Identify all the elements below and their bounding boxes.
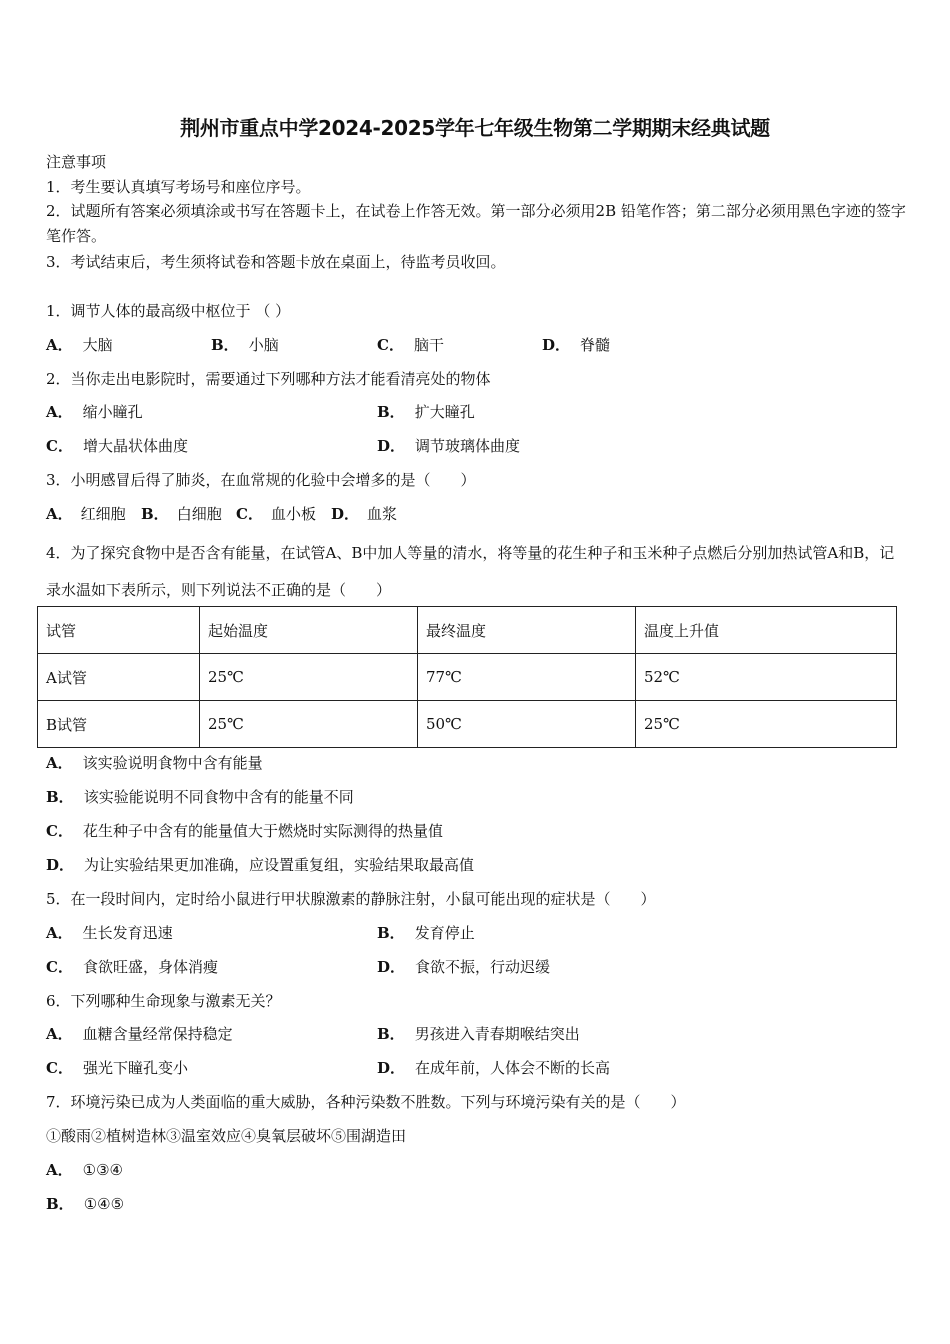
question-stem: 3．小明感冒后得了肺炎，在血常规的化验中会增多的是（ ） bbox=[46, 471, 476, 489]
option: B． 扩大瞳孔 bbox=[377, 403, 475, 421]
option: C． 强光下瞳孔变小 bbox=[46, 1059, 188, 1077]
table-header-row bbox=[38, 607, 897, 654]
table-header-cell: 试管 bbox=[38, 607, 200, 654]
option: A． 该实验说明食物中含有能量 bbox=[46, 754, 263, 772]
option: D． 脊髓 bbox=[542, 336, 611, 354]
notice-heading: 注意事项 bbox=[46, 153, 107, 171]
table-cell: 25℃ bbox=[200, 654, 418, 701]
option: B． 小脑 bbox=[211, 336, 279, 354]
page-title: 荆州市重点中学2024-2025学年七年级生物第二学期期末经典试题 bbox=[180, 116, 770, 140]
option: A． 大脑 bbox=[46, 336, 113, 354]
option: A． 红细胞 bbox=[46, 505, 126, 523]
option: A． 血糖含量经常保持稳定 bbox=[46, 1025, 233, 1043]
question-stem: 5．在一段时间内，定时给小鼠进行甲状腺激素的静脉注射，小鼠可能出现的症状是（ ） bbox=[46, 890, 656, 908]
option: B． 发育停止 bbox=[377, 924, 475, 942]
question-sub-list: ①酸雨②植树造林③温室效应④臭氧层破坏⑤围湖造田 bbox=[46, 1127, 407, 1145]
question-stem: 6．下列哪种生命现象与激素无关？ bbox=[46, 992, 281, 1010]
table-cell: A试管 bbox=[38, 654, 200, 701]
table-cell: 25℃ bbox=[200, 701, 418, 748]
notice-item: 1．考生要认真填写考场号和座位序号。 bbox=[46, 178, 311, 196]
option: C． 增大晶状体曲度 bbox=[46, 437, 188, 455]
table-cell: B试管 bbox=[38, 701, 200, 748]
option: B． 白细胞 bbox=[141, 505, 222, 523]
table-header-cell: 起始温度 bbox=[200, 607, 418, 654]
option: A． 缩小瞳孔 bbox=[46, 403, 143, 421]
option: C． 血小板 bbox=[236, 505, 316, 523]
option: A． 生长发育迅速 bbox=[46, 924, 173, 942]
option: D． 食欲不振，行动迟缓 bbox=[377, 958, 551, 976]
table-cell: 50℃ bbox=[418, 701, 636, 748]
option: D． 血浆 bbox=[331, 505, 398, 523]
table-row bbox=[38, 654, 897, 701]
question-stem: 2．当你走出电影院时，需要通过下列哪种方法才能看清亮处的物体 bbox=[46, 370, 491, 388]
table-row bbox=[38, 701, 897, 748]
table-header-cell: 最终温度 bbox=[418, 607, 636, 654]
option: B． ①④⑤ bbox=[46, 1195, 125, 1213]
option: A． ①③④ bbox=[46, 1161, 123, 1179]
question-stem: 7．环境污染已成为人类面临的重大威胁，各种污染数不胜数。下列与环境污染有关的是（ ） bbox=[46, 1093, 686, 1111]
option: D． 在成年前，人体会不断的长高 bbox=[377, 1059, 611, 1077]
notice-item: 3．考试结束后，考生须将试卷和答题卡放在桌面上，待监考员收回。 bbox=[46, 253, 506, 271]
option: B． 男孩进入青春期喉结突出 bbox=[377, 1025, 580, 1043]
question-stem: 1．调节人体的最高级中枢位于 （ ） bbox=[46, 302, 291, 320]
option: D． 为让实验结果更加准确，应设置重复组，实验结果取最高值 bbox=[46, 856, 475, 874]
option: D． 调节玻璃体曲度 bbox=[377, 437, 521, 455]
table-cell: 52℃ bbox=[636, 654, 897, 701]
notice-item: 2．试题所有答案必须填涂或书写在答题卡上，在试卷上作答无效。第一部分必须用2B 铅笔作答；第二部分必须用黑色字迹的签字笔作答。 bbox=[46, 202, 906, 245]
option: C． 食欲旺盛，身体消瘦 bbox=[46, 958, 218, 976]
option: C． 脑干 bbox=[377, 336, 444, 354]
data-table bbox=[37, 606, 897, 748]
table-cell: 25℃ bbox=[636, 701, 897, 748]
option: B． 该实验能说明不同食物中含有的能量不同 bbox=[46, 788, 354, 806]
table-cell: 77℃ bbox=[418, 654, 636, 701]
table-header-cell: 温度上升值 bbox=[636, 607, 897, 654]
question-stem: 4．为了探究食物中是否含有能量，在试管A、B中加人等量的清水，将等量的花生种子和玉米种子点燃后分别加热试管A和B，记录水温如下表所示，则下列说法不正确的是（ ） bbox=[46, 544, 895, 599]
option: C． 花生种子中含有的能量值大于燃烧时实际测得的热量值 bbox=[46, 822, 443, 840]
